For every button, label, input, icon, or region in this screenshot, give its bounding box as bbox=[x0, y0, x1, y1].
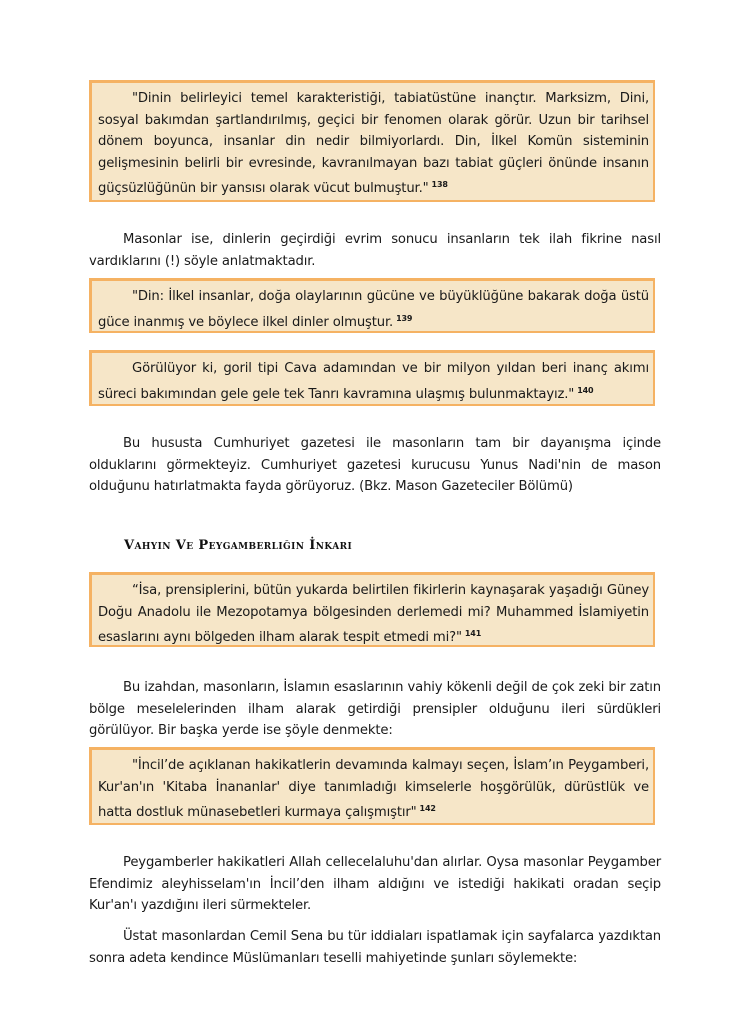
quote-box-140 bbox=[89, 350, 655, 406]
footnote-ref[interactable]: 140 bbox=[577, 385, 594, 395]
paragraph bbox=[89, 433, 661, 498]
quote-box-142 bbox=[89, 747, 655, 825]
paragraph-text: Bu hususta Cumhuriyet gazetesi ile masonların tam bir dayanışma içinde olduklarını görmekteyiz. Cumhuriyet gazetesi kurucusu Yunus Nadi'nin de mason olduğunu hatırlatmakta fayda görüyoruz. (Bkz. Mason Gazeteciler Bölümü) bbox=[89, 436, 661, 494]
footnote-ref[interactable]: 142 bbox=[419, 804, 436, 813]
quote-text: "Dinin belirleyici temel karakteristiği, tabiatüstüne inançtır. Marksizm, Dini, sosyal bakımdan şartlandırılmış, geçici bir fenomen olarak görür. Uzun bir tarihsel dönem boyunca, insanlar din nedir bilmiyorlardı. Din, İlkel Komün sisteminin gelişmesinin belirli bir evresinde, kavranılmayan bazı tabiat güçleri önünde insanın güçsüzlüğünün bir yansısı olarak vücut bulmuştur." $^{138}$ bbox=[98, 91, 649, 196]
section-heading: Vahyin Ve Peygamberliğin İnkarı bbox=[124, 538, 353, 553]
quote-box-139 bbox=[89, 278, 655, 333]
paragraph-text: Masonlar ise, dinlerin geçirdiği evrim sonucu insanların tek ilah fikrine nasıl vardıklarını (!) söyle anlatmaktadır. bbox=[89, 232, 661, 269]
quote-text: "Din: İlkel insanlar, doğa olaylarının gücüne ve büyüklüğüne bakarak doğa üstü güce inanmış ve böylece ilkel dinler olmuştur. $^{139}$ bbox=[98, 289, 649, 330]
quote-box-138 bbox=[89, 80, 655, 202]
paragraph bbox=[89, 229, 661, 272]
paragraph bbox=[89, 677, 661, 742]
quote-text: Görülüyor ki, goril tipi Cava adamından ve bir milyon yıldan beri inanç akımı süreci bakımından gele gele tek Tanrı kavramına ulaşmış bulunmaktayız." $^{140}$ bbox=[98, 361, 649, 402]
quote-text: “İsa, prensiplerini, bütün yukarda belirtilen fikirlerin kaynaşarak yaşadığı Güney Doğu Anadolu ile Mezopotamya bölgesinden derlemedi mi? Muhammed İslamiyetin esaslarını aynı bölgeden ilham alarak tespit etmedi mi?" $^{141}$ bbox=[98, 583, 649, 645]
footnote-ref[interactable]: 141 bbox=[464, 629, 482, 638]
paragraph-text: Üstat masonlardan Cemil Sena bu tür iddiaları ispatlamak için sayfalarca yazdıktan sonra adeta kendince Müslümanları teselli mahiyetinde şunları söylemekte: bbox=[89, 929, 661, 966]
paragraph bbox=[89, 852, 661, 917]
paragraph bbox=[89, 926, 661, 969]
quote-text: "İncil’de açıklanan hakikatlerin devamında kalmayı seçen, İslam’ın Peygamberi, Kur'an'ın 'Kitaba İnananlar' diye tanımladığı kimselerle hoşgörülük, dürüstlük ve hatta dostluk münasebetleri kurmaya çalışmıştır" $^{142}$ bbox=[98, 758, 649, 820]
footnote-ref[interactable]: 139 bbox=[396, 313, 413, 323]
paragraph-text: Bu izahdan, masonların, İslamın esaslarının vahiy kökenli değil de çok zeki bir zatın bölge meselelerinden ilham alarak getirdiği prensipler olduğunu ileri sürdükleri görülüyor. Bir başka yerde ise şöyle denmekte: bbox=[89, 680, 661, 738]
quote-box-141 bbox=[89, 572, 655, 647]
footnote-ref[interactable]: 138 bbox=[431, 180, 448, 189]
paragraph-text: Peygamberler hakikatleri Allah cellecelaluhu'dan alırlar. Oysa masonlar Peygamber Efendimiz aleyhisselam'ın İncil’den ilham aldığını ve istediği hakikati oradan seçip Kur'an'ı yazdığını ileri sürmekteler. bbox=[89, 855, 661, 913]
